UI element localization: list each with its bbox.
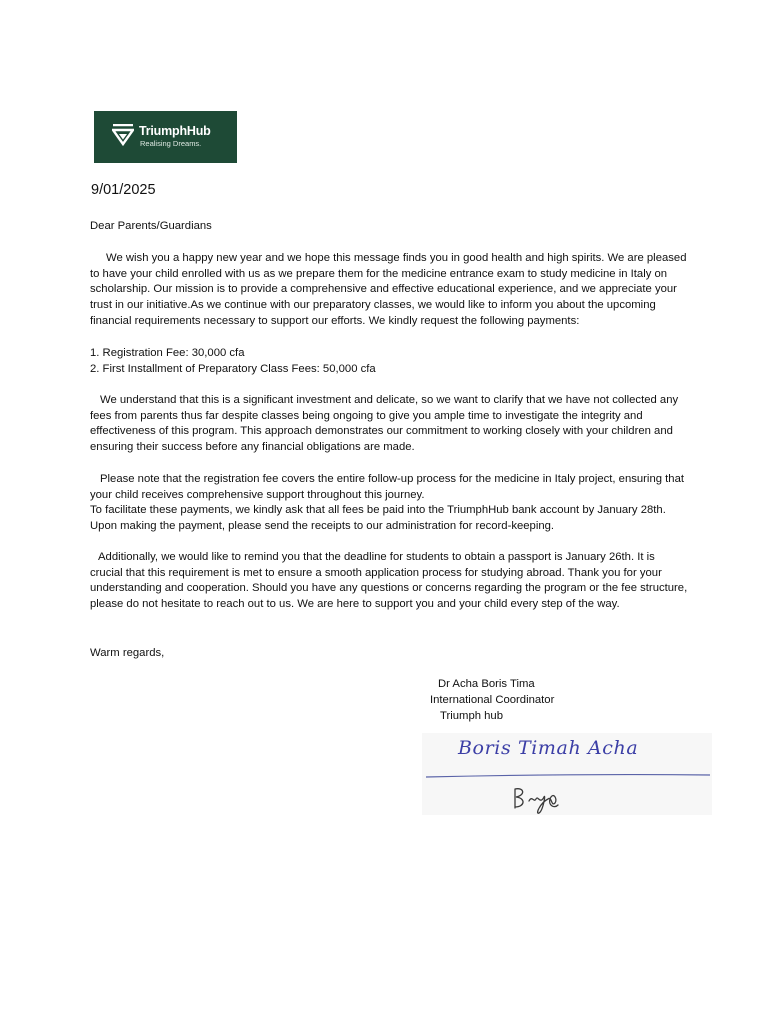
logo-tagline: Realising Dreams.	[140, 139, 202, 148]
signatory-name: Dr Acha Boris Tima	[438, 678, 535, 690]
paragraph-passport-reminder: Additionally, we would like to remind you that the deadline for students to obtain a passport is January 26th. It is crucial that this requirement is met to ensure a smooth application process for studying abroad. Thank you for your understanding and cooperation. Should you have any questions or concerns regarding the program or the fee structure, please do not hesitate to reach out to us. We are here to support you and your child every step of the way.	[90, 551, 688, 611]
paragraph-payment-instructions: To facilitate these payments, we kindly ask that all fees be paid into the TriumphHub bank account by January 28th. Upon making the payment, please send the receipts to our administration for record-keeping.	[90, 504, 666, 532]
triumphhub-logo	[94, 111, 237, 163]
closing: Warm regards,	[90, 647, 165, 659]
greeting: Dear Parents/Guardians	[90, 220, 212, 232]
paragraph-investment: We understand that this is a significant investment and delicate, so we want to clarify that we have not collected any fees from parents thus far despite classes being ongoing to give you ample time to investigate the integrity and effectiveness of this program. This approach demonstrates our commitment to working closely with your children and ensuring their success before any financial obligations are made.	[90, 394, 679, 454]
paragraph-intro: We wish you a happy new year and we hope this message finds you in good health and high spirits. We are pleased to have your child enrolled with us as we prepare them for the medicine entrance exam to study medicine in Italy on scholarship. Our mission is to provide a comprehensive and effective educational experience, and we appreciate your trust in our initiative.As we continue with our preparatory classes, we would like to inform you about the upcoming financial requirements necessary to support our efforts. We kindly request the following payments:	[90, 252, 687, 327]
fee-item-registration: 1. Registration Fee: 30,000 cfa	[90, 347, 245, 359]
paragraph-registration-note: Please note that the registration fee covers the entire follow-up process for the medicine in Italy project, ensuring that your child receives comprehensive support throughout this journey.	[90, 473, 684, 501]
signatory-organization: Triumph hub	[440, 710, 503, 722]
fee-list	[90, 346, 690, 377]
signatory-role: International Coordinator	[430, 694, 555, 706]
handwritten-name: Boris Timah Acha	[458, 737, 639, 759]
logo-brand-name: TriumphHub	[139, 124, 211, 138]
fee-item-first-installment: 2. First Installment of Preparatory Class Fees: 50,000 cfa	[90, 362, 376, 375]
chevron-shield-icon	[112, 124, 134, 150]
letter-date: 9/01/2025	[91, 182, 156, 198]
signature-scribble	[422, 733, 712, 815]
handwritten-signature	[422, 733, 712, 815]
